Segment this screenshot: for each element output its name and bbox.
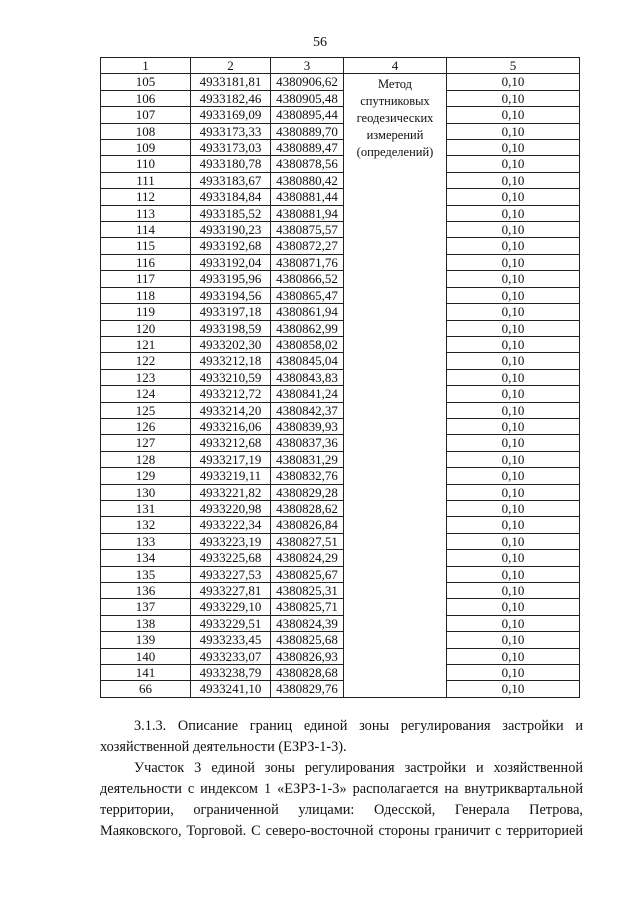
y-coordinate-cell: 4380861,94 xyxy=(271,304,344,320)
x-coordinate-cell: 4933194,56 xyxy=(191,287,271,303)
table-row xyxy=(101,500,580,516)
section-text xyxy=(100,716,583,842)
point-number-cell: 66 xyxy=(101,681,191,697)
x-coordinate-cell: 4933229,51 xyxy=(191,615,271,631)
accuracy-cell: 0,10 xyxy=(447,402,580,418)
point-number-cell: 118 xyxy=(101,287,191,303)
y-coordinate-cell: 4380825,68 xyxy=(271,632,344,648)
table-row xyxy=(101,74,580,90)
y-coordinate-cell: 4380843,83 xyxy=(271,369,344,385)
table-row xyxy=(101,418,580,434)
method-cell xyxy=(344,74,447,697)
table-row xyxy=(101,435,580,451)
point-number-cell: 122 xyxy=(101,353,191,369)
x-coordinate-cell: 4933180,78 xyxy=(191,156,271,172)
y-coordinate-cell: 4380878,56 xyxy=(271,156,344,172)
x-coordinate-cell: 4933184,84 xyxy=(191,189,271,205)
x-coordinate-cell: 4933192,68 xyxy=(191,238,271,254)
accuracy-cell: 0,10 xyxy=(447,189,580,205)
y-coordinate-cell: 4380828,62 xyxy=(271,500,344,516)
x-coordinate-cell: 4933198,59 xyxy=(191,320,271,336)
accuracy-cell: 0,10 xyxy=(447,435,580,451)
y-coordinate-cell: 4380831,29 xyxy=(271,451,344,467)
accuracy-cell: 0,10 xyxy=(447,238,580,254)
x-coordinate-cell: 4933217,19 xyxy=(191,451,271,467)
y-coordinate-cell: 4380858,02 xyxy=(271,336,344,352)
point-number-cell: 113 xyxy=(101,205,191,221)
accuracy-cell: 0,10 xyxy=(447,533,580,549)
point-number-cell: 125 xyxy=(101,402,191,418)
x-coordinate-cell: 4933190,23 xyxy=(191,222,271,238)
point-number-cell: 119 xyxy=(101,304,191,320)
accuracy-cell: 0,10 xyxy=(447,599,580,615)
method-line: геодезических xyxy=(356,111,434,126)
accuracy-cell: 0,10 xyxy=(447,517,580,533)
section-heading-paragraph: 3.1.3. Описание границ единой зоны регулирования застройки и хозяйственной деятельности (ЕЗРЗ-1-3). xyxy=(100,718,583,755)
point-number-cell: 132 xyxy=(101,517,191,533)
accuracy-cell: 0,10 xyxy=(447,172,580,188)
y-coordinate-cell: 4380875,57 xyxy=(271,222,344,238)
x-coordinate-cell: 4933212,18 xyxy=(191,353,271,369)
y-coordinate-cell: 4380829,28 xyxy=(271,484,344,500)
table-row xyxy=(101,222,580,238)
x-coordinate-cell: 4933241,10 xyxy=(191,681,271,697)
point-number-cell: 130 xyxy=(101,484,191,500)
point-number-cell: 107 xyxy=(101,107,191,123)
point-number-cell: 108 xyxy=(101,123,191,139)
accuracy-cell: 0,10 xyxy=(447,123,580,139)
table-row xyxy=(101,533,580,549)
x-coordinate-cell: 4933221,82 xyxy=(191,484,271,500)
table-row xyxy=(101,648,580,664)
accuracy-cell: 0,10 xyxy=(447,468,580,484)
table-row xyxy=(101,156,580,172)
accuracy-cell: 0,10 xyxy=(447,304,580,320)
point-number-cell: 124 xyxy=(101,386,191,402)
table-row xyxy=(101,468,580,484)
accuracy-cell: 0,10 xyxy=(447,336,580,352)
y-coordinate-cell: 4380862,99 xyxy=(271,320,344,336)
accuracy-cell: 0,10 xyxy=(447,451,580,467)
x-coordinate-cell: 4933233,07 xyxy=(191,648,271,664)
y-coordinate-cell: 4380871,76 xyxy=(271,254,344,270)
header-cell: 4 xyxy=(344,58,447,74)
point-number-cell: 116 xyxy=(101,254,191,270)
table-row xyxy=(101,189,580,205)
table-row xyxy=(101,386,580,402)
table-row xyxy=(101,632,580,648)
x-coordinate-cell: 4933192,04 xyxy=(191,254,271,270)
header-cell: 5 xyxy=(447,58,580,74)
y-coordinate-cell: 4380837,36 xyxy=(271,435,344,451)
y-coordinate-cell: 4380842,37 xyxy=(271,402,344,418)
y-coordinate-cell: 4380825,67 xyxy=(271,566,344,582)
x-coordinate-cell: 4933222,34 xyxy=(191,517,271,533)
point-number-cell: 141 xyxy=(101,665,191,681)
point-number-cell: 117 xyxy=(101,271,191,287)
table-row xyxy=(101,369,580,385)
table-row xyxy=(101,583,580,599)
accuracy-cell: 0,10 xyxy=(447,550,580,566)
accuracy-cell: 0,10 xyxy=(447,90,580,106)
x-coordinate-cell: 4933202,30 xyxy=(191,336,271,352)
accuracy-cell: 0,10 xyxy=(447,156,580,172)
x-coordinate-cell: 4933185,52 xyxy=(191,205,271,221)
point-number-cell: 115 xyxy=(101,238,191,254)
y-coordinate-cell: 4380865,47 xyxy=(271,287,344,303)
accuracy-cell: 0,10 xyxy=(447,140,580,156)
accuracy-cell: 0,10 xyxy=(447,418,580,434)
accuracy-cell: 0,10 xyxy=(447,615,580,631)
y-coordinate-cell: 4380905,48 xyxy=(271,90,344,106)
coordinates-table xyxy=(100,57,580,698)
accuracy-cell: 0,10 xyxy=(447,632,580,648)
table-header-row xyxy=(101,58,580,74)
x-coordinate-cell: 4933210,59 xyxy=(191,369,271,385)
table-row xyxy=(101,238,580,254)
y-coordinate-cell: 4380881,94 xyxy=(271,205,344,221)
accuracy-cell: 0,10 xyxy=(447,583,580,599)
x-coordinate-cell: 4933181,81 xyxy=(191,74,271,90)
y-coordinate-cell: 4380826,93 xyxy=(271,648,344,664)
point-number-cell: 131 xyxy=(101,500,191,516)
x-coordinate-cell: 4933219,11 xyxy=(191,468,271,484)
table-row xyxy=(101,254,580,270)
x-coordinate-cell: 4933173,03 xyxy=(191,140,271,156)
table-row xyxy=(101,123,580,139)
point-number-cell: 139 xyxy=(101,632,191,648)
y-coordinate-cell: 4380824,39 xyxy=(271,615,344,631)
table-row xyxy=(101,615,580,631)
table-body xyxy=(101,74,580,697)
accuracy-cell: 0,10 xyxy=(447,287,580,303)
point-number-cell: 133 xyxy=(101,533,191,549)
accuracy-cell: 0,10 xyxy=(447,500,580,516)
table-row xyxy=(101,304,580,320)
y-coordinate-cell: 4380825,31 xyxy=(271,583,344,599)
table-row xyxy=(101,402,580,418)
x-coordinate-cell: 4933225,68 xyxy=(191,550,271,566)
x-coordinate-cell: 4933195,96 xyxy=(191,271,271,287)
accuracy-cell: 0,10 xyxy=(447,320,580,336)
y-coordinate-cell: 4380872,27 xyxy=(271,238,344,254)
x-coordinate-cell: 4933212,68 xyxy=(191,435,271,451)
y-coordinate-cell: 4380889,70 xyxy=(271,123,344,139)
point-number-cell: 112 xyxy=(101,189,191,205)
y-coordinate-cell: 4380824,29 xyxy=(271,550,344,566)
accuracy-cell: 0,10 xyxy=(447,353,580,369)
point-number-cell: 126 xyxy=(101,418,191,434)
x-coordinate-cell: 4933212,72 xyxy=(191,386,271,402)
accuracy-cell: 0,10 xyxy=(447,665,580,681)
table-row xyxy=(101,550,580,566)
point-number-cell: 128 xyxy=(101,451,191,467)
point-number-cell: 105 xyxy=(101,74,191,90)
table-row xyxy=(101,451,580,467)
point-number-cell: 114 xyxy=(101,222,191,238)
x-coordinate-cell: 4933169,09 xyxy=(191,107,271,123)
table-row xyxy=(101,320,580,336)
accuracy-cell: 0,10 xyxy=(447,74,580,90)
y-coordinate-cell: 4380832,76 xyxy=(271,468,344,484)
point-number-cell: 110 xyxy=(101,156,191,172)
x-coordinate-cell: 4933227,53 xyxy=(191,566,271,582)
point-number-cell: 120 xyxy=(101,320,191,336)
y-coordinate-cell: 4380826,84 xyxy=(271,517,344,533)
y-coordinate-cell: 4380880,42 xyxy=(271,172,344,188)
header-cell: 3 xyxy=(271,58,344,74)
point-number-cell: 129 xyxy=(101,468,191,484)
x-coordinate-cell: 4933238,79 xyxy=(191,665,271,681)
point-number-cell: 140 xyxy=(101,648,191,664)
point-number-cell: 123 xyxy=(101,369,191,385)
accuracy-cell: 0,10 xyxy=(447,386,580,402)
point-number-cell: 121 xyxy=(101,336,191,352)
header-cell: 2 xyxy=(191,58,271,74)
point-number-cell: 109 xyxy=(101,140,191,156)
x-coordinate-cell: 4933227,81 xyxy=(191,583,271,599)
page-number: 56 xyxy=(313,35,327,50)
accuracy-cell: 0,10 xyxy=(447,254,580,270)
x-coordinate-cell: 4933229,10 xyxy=(191,599,271,615)
point-number-cell: 137 xyxy=(101,599,191,615)
x-coordinate-cell: 4933183,67 xyxy=(191,172,271,188)
accuracy-cell: 0,10 xyxy=(447,271,580,287)
accuracy-cell: 0,10 xyxy=(447,484,580,500)
accuracy-cell: 0,10 xyxy=(447,681,580,697)
accuracy-cell: 0,10 xyxy=(447,107,580,123)
table-row xyxy=(101,517,580,533)
table-row xyxy=(101,140,580,156)
x-coordinate-cell: 4933173,33 xyxy=(191,123,271,139)
accuracy-cell: 0,10 xyxy=(447,566,580,582)
table-row xyxy=(101,287,580,303)
table-row xyxy=(101,271,580,287)
point-number-cell: 135 xyxy=(101,566,191,582)
point-number-cell: 138 xyxy=(101,615,191,631)
point-number-cell: 111 xyxy=(101,172,191,188)
x-coordinate-cell: 4933223,19 xyxy=(191,533,271,549)
x-coordinate-cell: 4933214,20 xyxy=(191,402,271,418)
y-coordinate-cell: 4380839,93 xyxy=(271,418,344,434)
x-coordinate-cell: 4933216,06 xyxy=(191,418,271,434)
table-row xyxy=(101,90,580,106)
method-line: измерений xyxy=(366,128,424,143)
x-coordinate-cell: 4933182,46 xyxy=(191,90,271,106)
y-coordinate-cell: 4380889,47 xyxy=(271,140,344,156)
y-coordinate-cell: 4380828,68 xyxy=(271,665,344,681)
y-coordinate-cell: 4380845,04 xyxy=(271,353,344,369)
y-coordinate-cell: 4380866,52 xyxy=(271,271,344,287)
y-coordinate-cell: 4380825,71 xyxy=(271,599,344,615)
x-coordinate-cell: 4933233,45 xyxy=(191,632,271,648)
accuracy-cell: 0,10 xyxy=(447,222,580,238)
y-coordinate-cell: 4380895,44 xyxy=(271,107,344,123)
section-description-paragraph: Участок 3 единой зоны регулирования застройки и хозяйственной деятельности с индексом 1 «ЕЗРЗ-1-3» располагается на внутриквартальной территории, ограниченной улицами: Одесской, Генерала Петрова, Маяковского, Торговой. С северо-восточной стороны граничит с территорией xyxy=(100,760,583,839)
table-row xyxy=(101,205,580,221)
point-number-cell: 106 xyxy=(101,90,191,106)
method-line: Метод спутниковых xyxy=(360,77,430,109)
point-number-cell: 127 xyxy=(101,435,191,451)
point-number-cell: 136 xyxy=(101,583,191,599)
table-row xyxy=(101,107,580,123)
accuracy-cell: 0,10 xyxy=(447,205,580,221)
y-coordinate-cell: 4380829,76 xyxy=(271,681,344,697)
x-coordinate-cell: 4933220,98 xyxy=(191,500,271,516)
point-number-cell: 134 xyxy=(101,550,191,566)
table-row xyxy=(101,665,580,681)
table-row xyxy=(101,172,580,188)
table-row xyxy=(101,566,580,582)
y-coordinate-cell: 4380841,24 xyxy=(271,386,344,402)
y-coordinate-cell: 4380827,51 xyxy=(271,533,344,549)
table-row xyxy=(101,336,580,352)
table-row xyxy=(101,599,580,615)
accuracy-cell: 0,10 xyxy=(447,369,580,385)
x-coordinate-cell: 4933197,18 xyxy=(191,304,271,320)
accuracy-cell: 0,10 xyxy=(447,648,580,664)
y-coordinate-cell: 4380881,44 xyxy=(271,189,344,205)
table-row xyxy=(101,353,580,369)
table-row xyxy=(101,484,580,500)
y-coordinate-cell: 4380906,62 xyxy=(271,74,344,90)
header-cell: 1 xyxy=(101,58,191,74)
table-row xyxy=(101,681,580,697)
method-line: (определений) xyxy=(356,145,434,160)
